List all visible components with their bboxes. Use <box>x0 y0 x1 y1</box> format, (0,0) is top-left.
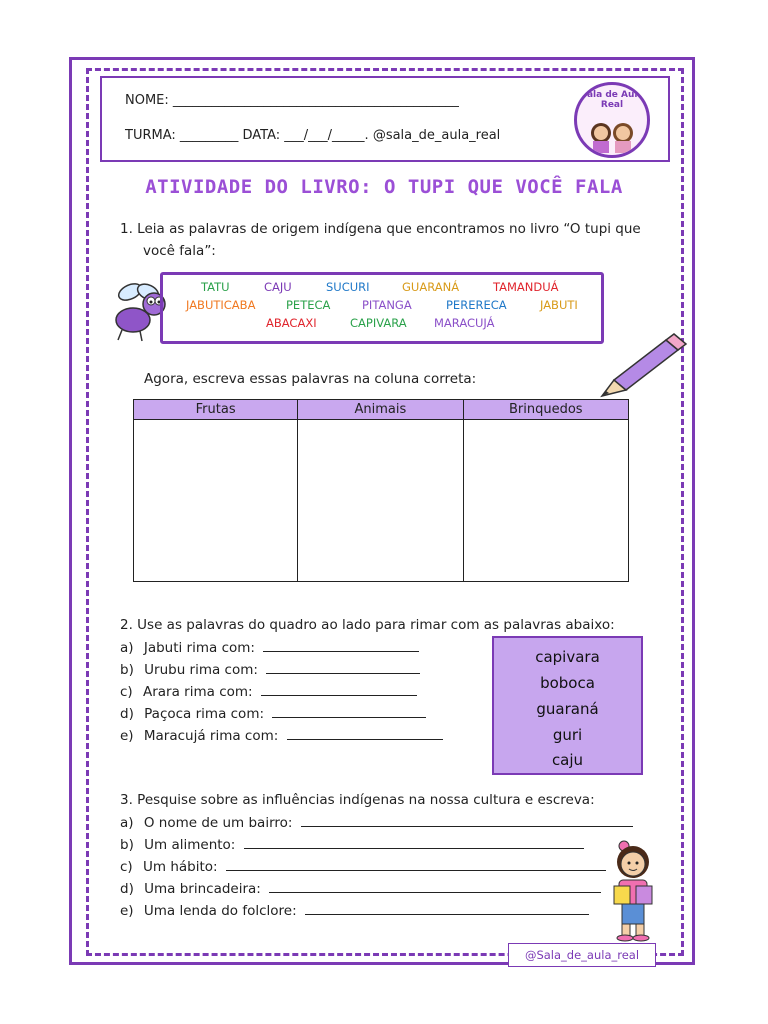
word-tamandua: TAMANDUÁ <box>493 280 559 294</box>
word-jabuticaba: JABUTICABA <box>186 298 256 312</box>
q2-item-e <box>120 727 443 744</box>
answer-blank[interactable] <box>263 639 419 652</box>
column-cell-animais[interactable] <box>298 420 463 582</box>
word-caju: CAJU <box>264 280 292 294</box>
word-sucuri: SUCURI <box>326 280 370 294</box>
rhyme-word: boboca <box>540 674 595 692</box>
q2-item-b <box>120 661 420 678</box>
item-letter: b) <box>120 837 134 853</box>
word-tatu: TATU <box>201 280 230 294</box>
q3-item-a <box>120 814 633 831</box>
answer-blank[interactable] <box>301 814 633 827</box>
logo <box>574 82 650 158</box>
q1-line1: 1. Leia as palavras de origem indígena que encontramos no livro “O tupi que <box>120 221 641 237</box>
rhyme-word: guaraná <box>536 700 599 718</box>
rhyme-word: capivara <box>535 648 600 666</box>
word-capivara: CAPIVARA <box>350 316 407 330</box>
answer-blank[interactable] <box>272 705 426 718</box>
column-cell-brinquedos[interactable] <box>463 420 628 582</box>
item-letter: d) <box>120 706 134 722</box>
word-abacaxi: ABACAXI <box>266 316 317 330</box>
q3-item-c <box>120 858 606 875</box>
item-text: Um alimento: <box>144 837 236 853</box>
q2-item-a <box>120 639 419 656</box>
item-letter: c) <box>120 859 133 875</box>
page-title: ATIVIDADE DO LIVRO: O TUPI QUE VOCÊ FALA <box>145 176 623 198</box>
item-letter: a) <box>120 640 134 656</box>
item-letter: e) <box>120 903 134 919</box>
q1-instruction: Agora, escreva essas palavras na coluna correta: <box>144 371 477 387</box>
word-perereca: PERERECA <box>446 298 507 312</box>
column-header-brinquedos: Brinquedos <box>463 400 628 420</box>
column-header-frutas: Frutas <box>134 400 298 420</box>
answer-blank[interactable] <box>287 727 443 740</box>
answer-blank[interactable] <box>266 661 420 674</box>
pencil-icon <box>592 330 688 404</box>
word-maracuja: MARACUJÁ <box>434 316 495 330</box>
two-girls-icon <box>577 85 647 155</box>
item-text: Uma brincadeira: <box>144 881 261 897</box>
item-text: Urubu rima com: <box>144 662 258 678</box>
q2-intro: 2. Use as palavras do quadro ao lado para rimar com as palavras abaixo: <box>120 617 615 633</box>
social-handle: @Sala_de_aula_real <box>508 943 656 967</box>
logo-text: Sala de Aula Real <box>580 90 644 110</box>
word-pitanga: PITANGA <box>362 298 412 312</box>
item-text: O nome de um bairro: <box>143 815 293 831</box>
item-letter: e) <box>120 728 134 744</box>
girl-reading-icon <box>606 838 660 942</box>
q3-item-b <box>120 836 584 853</box>
answer-blank[interactable] <box>226 858 606 871</box>
answer-blank[interactable] <box>261 683 417 696</box>
item-text: Arara rima com: <box>143 684 253 700</box>
q2-item-d <box>120 705 426 722</box>
class-date-line[interactable]: TURMA: _________ DATA: ___/___/_____. @sala_de_aula_real <box>125 128 501 143</box>
item-text: Paçoca rima com: <box>144 706 265 722</box>
item-letter: a) <box>120 815 134 831</box>
item-text: Um hábito: <box>143 859 218 875</box>
rhyme-word-box <box>492 636 643 775</box>
rhyme-word: guri <box>552 726 583 744</box>
q3-item-d <box>120 880 601 897</box>
q3-intro: 3. Pesquise sobre as influências indígenas na nossa cultura e escreva: <box>120 792 595 808</box>
item-text: Jabuti rima com: <box>143 640 255 656</box>
classification-table <box>133 399 629 582</box>
item-text: Maracujá rima com: <box>143 728 279 744</box>
answer-blank[interactable] <box>305 902 589 915</box>
column-cell-frutas[interactable] <box>134 420 298 582</box>
column-header-animais: Animais <box>298 400 463 420</box>
word-peteca: PETECA <box>286 298 331 312</box>
answer-blank[interactable] <box>244 836 584 849</box>
item-letter: b) <box>120 662 134 678</box>
item-text: Uma lenda do folclore: <box>143 903 297 919</box>
q1-line2: você fala”: <box>143 243 216 259</box>
name-line[interactable]: NOME: ____________________________________________ <box>125 93 459 108</box>
q3-item-e <box>120 902 589 919</box>
word-jabuti: JABUTI <box>540 298 578 312</box>
item-letter: c) <box>120 684 133 700</box>
word-guarana: GUARANÁ <box>402 280 460 294</box>
answer-blank[interactable] <box>269 880 601 893</box>
rhyme-word: caju <box>551 751 584 769</box>
q2-item-c <box>120 683 417 700</box>
item-letter: d) <box>120 881 134 897</box>
